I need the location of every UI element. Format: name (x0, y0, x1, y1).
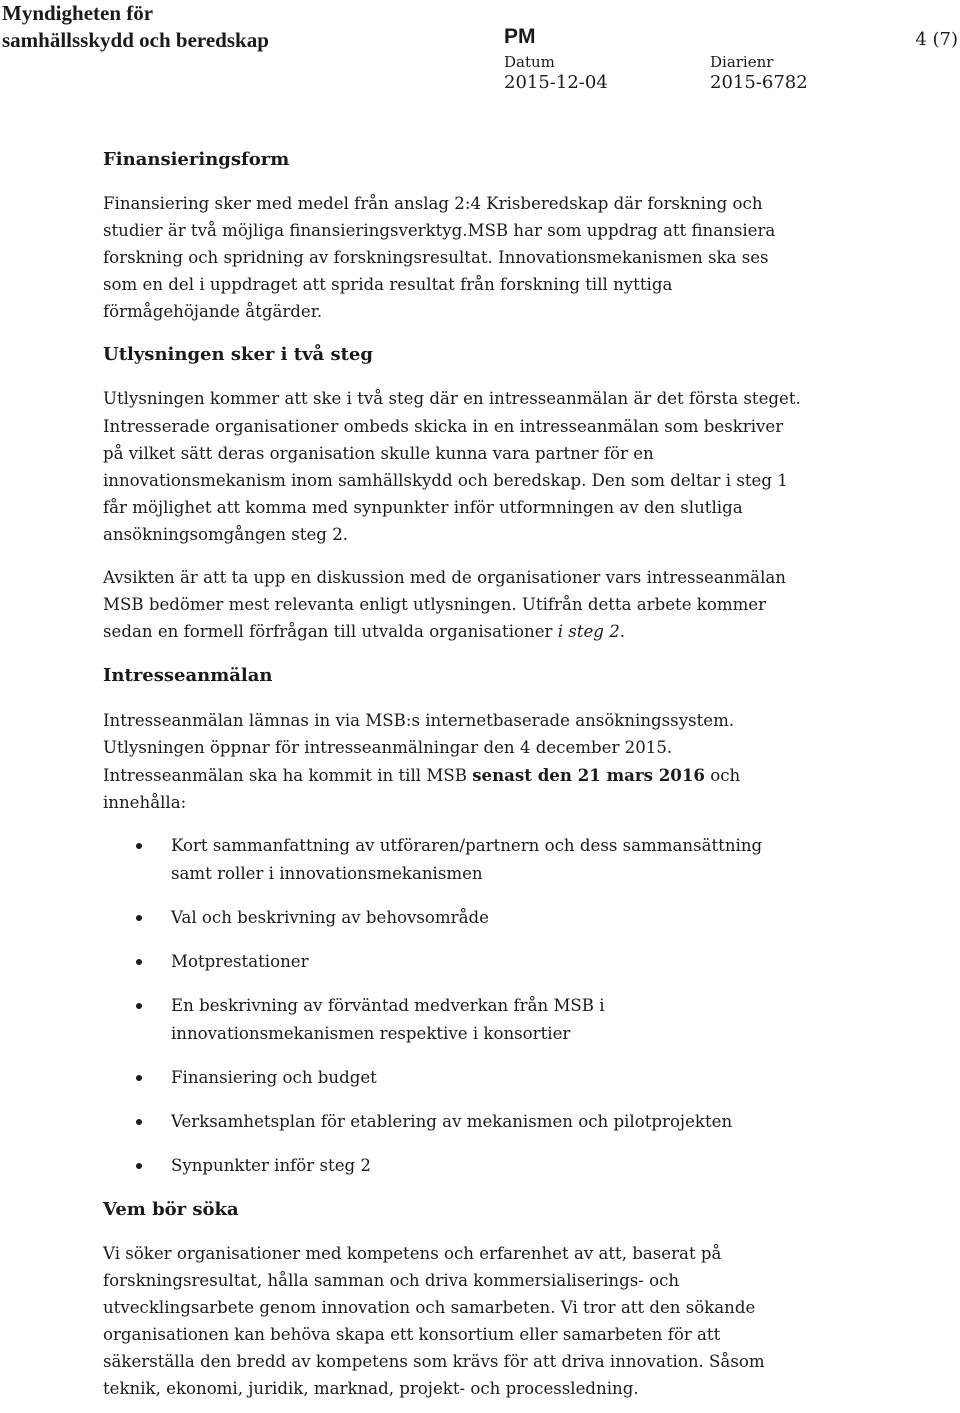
bullet-icon (136, 1075, 142, 1081)
list-item-text: En beskrivning av förväntad medverkan från MSB i innovationsmekanismen respektive i konsortier (171, 995, 605, 1043)
bullet-icon (136, 1163, 142, 1169)
date-value: 2015-12-04 (504, 72, 608, 93)
registration-number-label: Diarienr (710, 53, 774, 71)
paragraph-utlysningen-2-end: . (619, 622, 626, 642)
list-item (103, 948, 803, 976)
organization-name-line2: samhällsskydd och beredskap (2, 28, 269, 52)
list-item (103, 1064, 803, 1092)
bullet-icon (136, 1119, 142, 1125)
heading-intresseanmalan: Intresseanmälan (103, 665, 273, 687)
list-item-text: Synpunkter inför steg 2 (171, 1155, 371, 1175)
heading-vem-bor-soka: Vem bör söka (103, 1198, 239, 1220)
list-item (103, 1108, 803, 1136)
bullet-icon (136, 1003, 142, 1009)
document-body (103, 146, 803, 1402)
list-item (103, 832, 803, 888)
page-header (0, 0, 960, 110)
paragraph-vem-bor-soka: Vi söker organisationer med kompetens och erfarenhet av att, baserat på forskningsresultat, hålla samman och driva kommersialiserings- och utvecklingsarbete genom innovation och samarbeten. Vi tror att den sökande organisationen kan behöva skapa ett konsortium eller samarbeten för att säkerställa den bredd av kompetens som krävs för att driva innovation. Såsom teknik, ekonomi, juridik, marknad, projekt- och processledning. (103, 1243, 765, 1399)
list-item (103, 992, 803, 1048)
organization-name-line1: Myndigheten för (2, 1, 154, 25)
heading-utlysningen: Utlysningen sker i två steg (103, 344, 373, 366)
heading-finansieringsform: Finansieringsform (103, 149, 290, 170)
bullet-icon (136, 843, 142, 849)
requirements-list (103, 832, 803, 1180)
organization-name (2, 0, 269, 54)
paragraph-utlysningen-2 (103, 564, 803, 645)
paragraph-intresseanmalan (103, 707, 803, 815)
registration-number-value: 2015-6782 (710, 72, 808, 93)
list-item-text: Verksamhetsplan för etablering av mekanismen och pilotprojekten (171, 1111, 733, 1131)
paragraph-finansieringsform: Finansiering sker med medel från anslag 2:4 Krisberedskap där forskning och studier är två möjliga finansieringsverktyg.MSB har som uppdrag att finansiera forskning och spridning av forskningsresultat. Innovationsmekanismen ska ses som en del i uppdraget att sprida resultat från forskning till nyttiga förmågehöjande åtgärder. (103, 194, 776, 322)
deadline-text: senast den 21 mars 2016 (472, 764, 705, 785)
paragraph-utlysningen-2-italic: i steg 2 (557, 622, 620, 642)
list-item-text: Kort sammanfattning av utföraren/partnern och dess sammansättning samt roller i innovationsmekanismen (171, 835, 763, 883)
paragraph-intresseanmalan-text: Intresseanmälan lämnas in via MSB:s internetbaserade ansökningssystem. Utlysningen öppnar för intresseanmälningar den 4 december 2015. Intresseanmälan ska ha kommit in till MSB (103, 711, 735, 785)
bullet-icon (136, 915, 142, 921)
bullet-icon (136, 959, 142, 965)
page-number: 4 (7) (915, 29, 958, 50)
list-item (103, 904, 803, 932)
paragraph-intresseanmalan-end: och innehålla: (103, 765, 741, 812)
date-label: Datum (504, 53, 555, 71)
paragraph-utlysningen-1: Utlysningen kommer att ske i två steg där en intresseanmälan är det första steget. Intresserade organisationer ombeds skicka in en intresseanmälan som beskriver på vilket sätt deras organisation skulle kunna vara partner för en innovationsmekanism inom samhällskydd och beredskap. Den som deltar i steg 1 får möjlighet att komma med synpunkter inför utformningen av den slutliga ansökningsomgången steg 2. (103, 389, 801, 544)
list-item-text: Motprestationer (171, 951, 309, 971)
list-item-text: Finansiering och budget (171, 1067, 377, 1087)
list-item-text: Val och beskrivning av behovsområde (171, 907, 489, 927)
paragraph-utlysningen-2-text: Avsikten är att ta upp en diskussion med de organisationer vars intresseanmälan MSB bedömer mest relevanta enligt utlysningen. Utifrån detta arbete kommer sedan en formell förfrågan till utvalda organisationer (103, 568, 786, 642)
list-item (103, 1152, 803, 1180)
document-type: PM (504, 25, 536, 48)
